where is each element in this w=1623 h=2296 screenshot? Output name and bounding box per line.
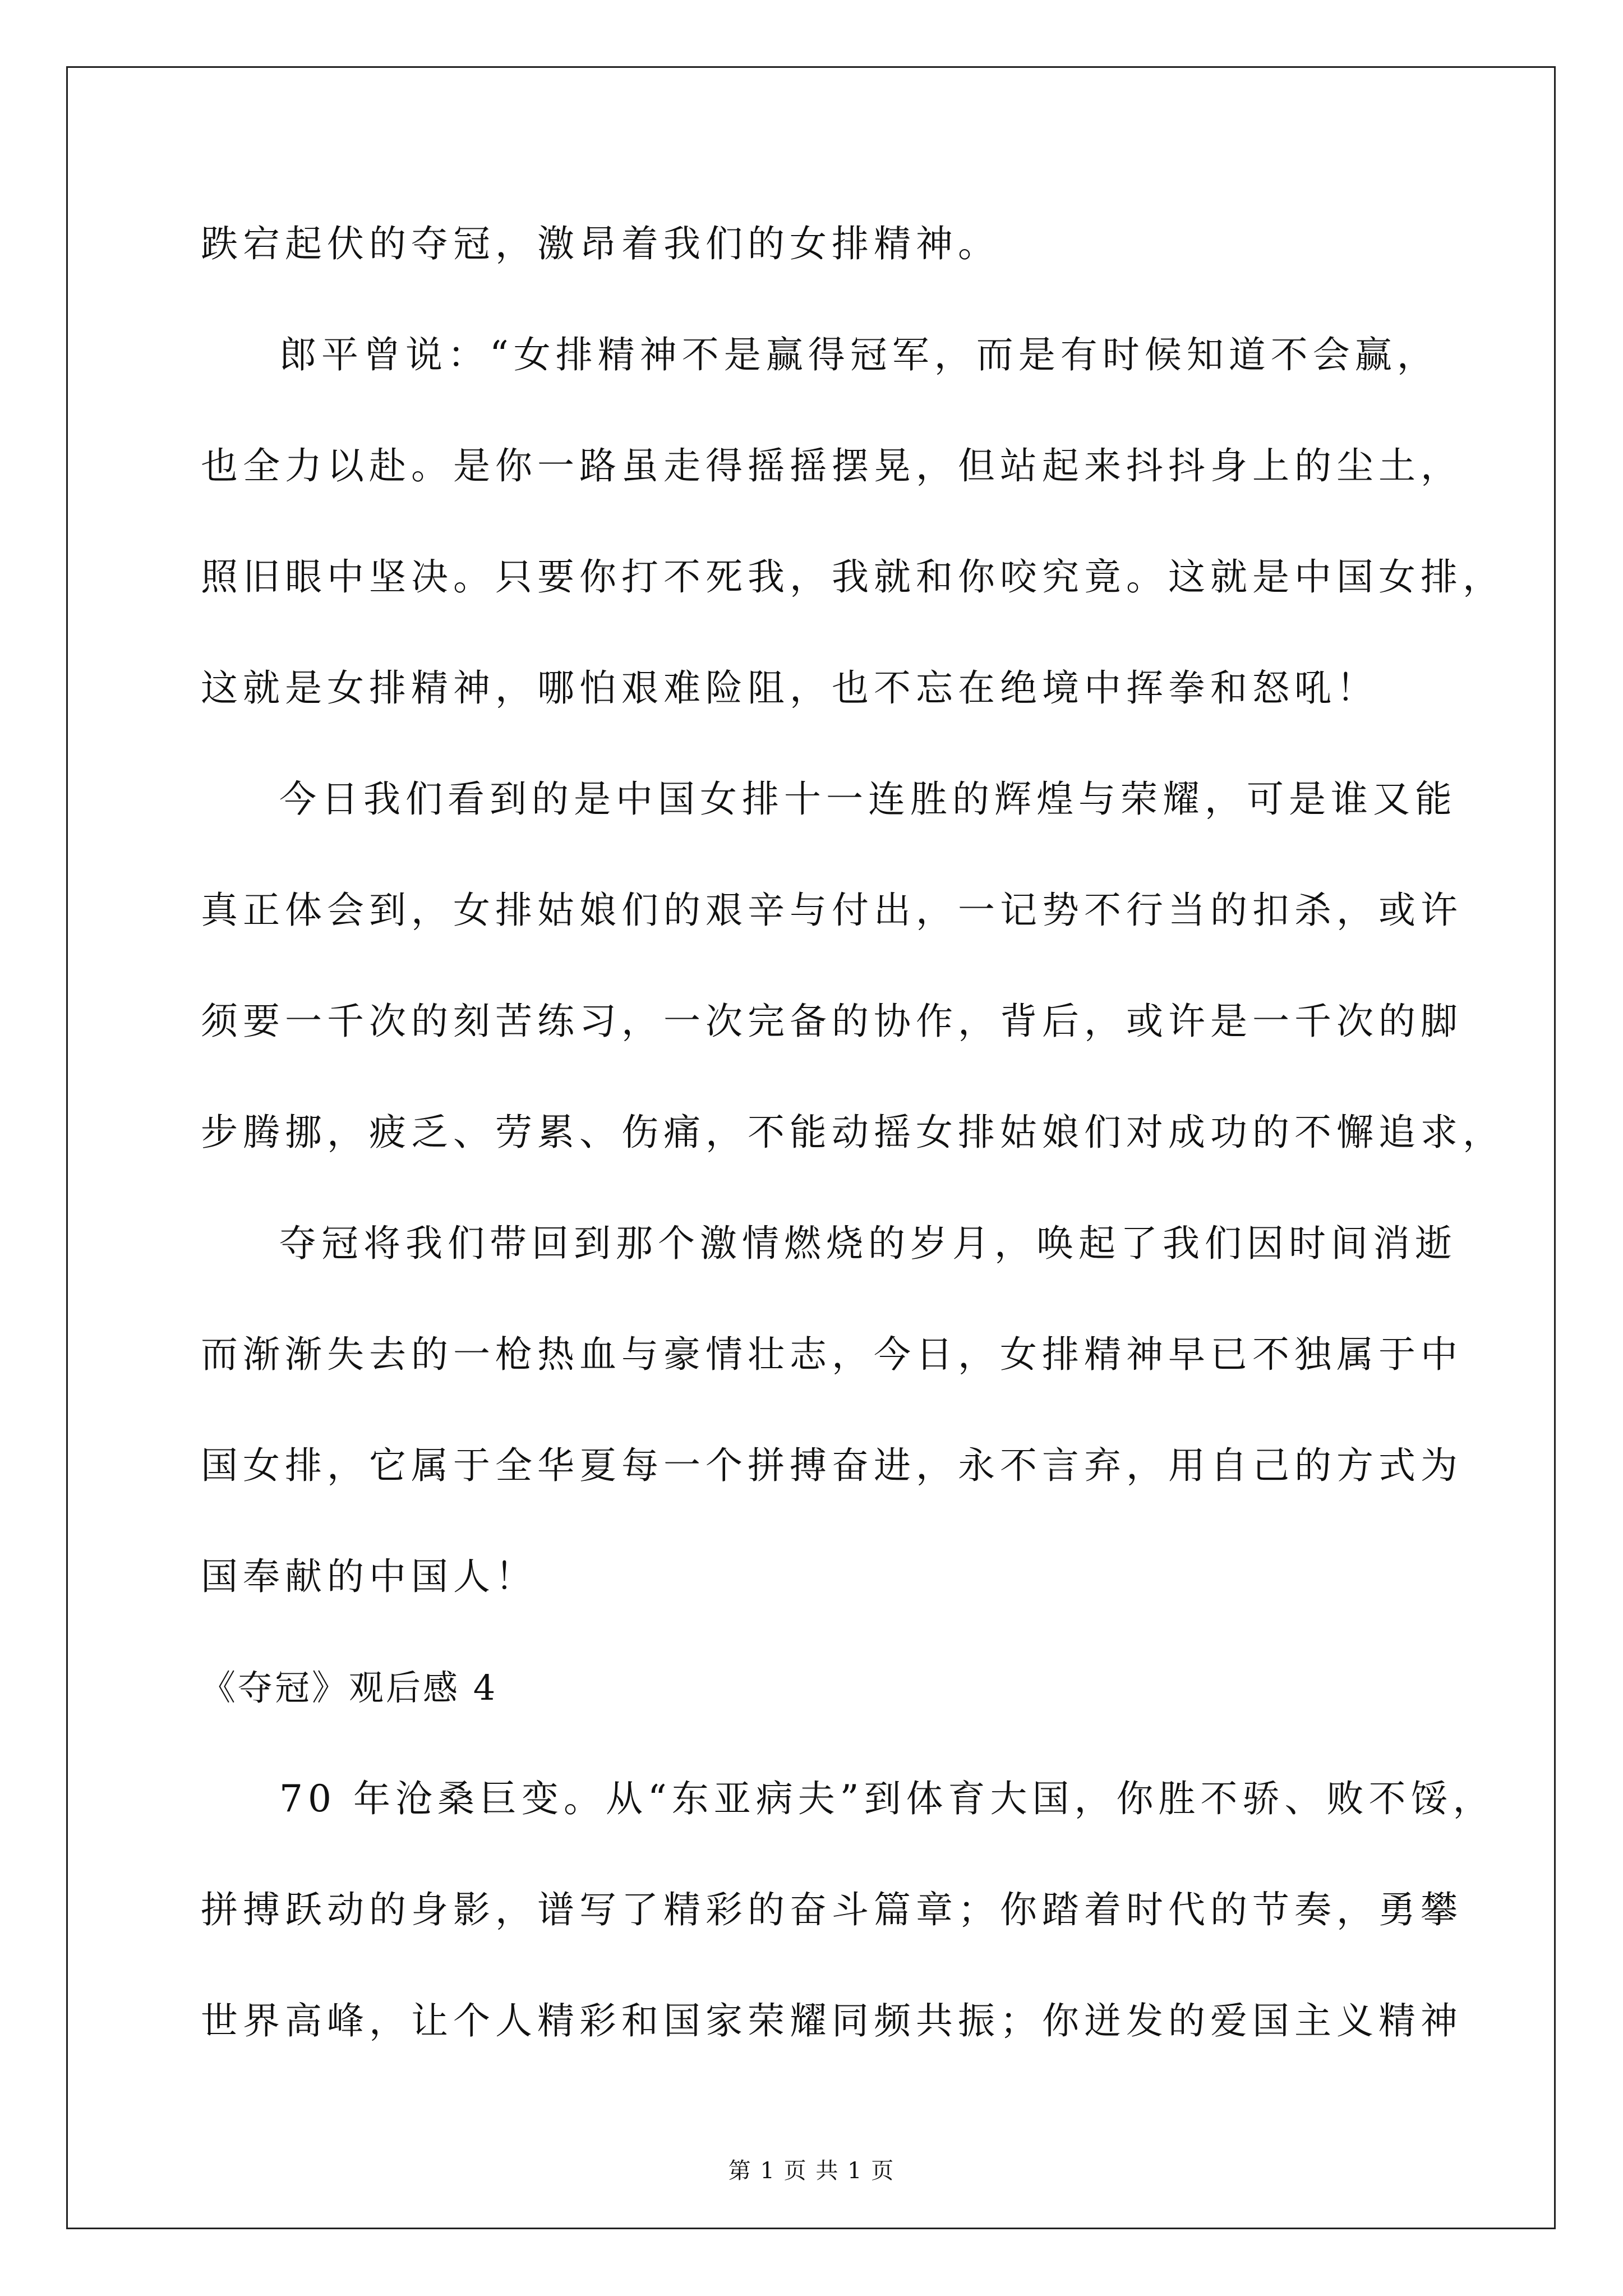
text-line: 须要一千次的刻苦练习，一次完备的协作，背后，或许是一千次的脚 — [201, 1000, 1463, 1043]
text-line: 70 年沧桑巨变。从“东亚病夫”到体育大国，你胜不骄、败不馁， — [279, 1777, 1495, 1820]
text-line: 拼搏跃动的身影，谱写了精彩的奋斗篇章；你踏着时代的节奏，勇攀 — [201, 1888, 1463, 1931]
text-line: 而渐渐失去的一枪热血与豪情壮志，今日，女排精神早已不独属于中 — [201, 1333, 1463, 1376]
text-line: 国奉献的中国人！ — [201, 1555, 537, 1598]
text-line: 跌宕起伏的夺冠，激昂着我们的女排精神。 — [201, 222, 1000, 265]
section-heading: 《夺冠》观后感 4 — [201, 1667, 498, 1708]
text-line: 郎平曾说：“女排精神不是赢得冠军，而是有时候知道不会赢， — [279, 333, 1439, 376]
text-line: 真正体会到，女排姑娘们的艰辛与付出，一记势不行当的扣杀，或许 — [201, 889, 1463, 932]
document-body — [201, 213, 1505, 2101]
text-line: 国女排，它属于全华夏每一个拼搏奋进，永不言弃，用自己的方式为 — [201, 1444, 1463, 1487]
text-line: 照旧眼中坚决。只要你打不死我，我就和你咬究竟。这就是中国女排， — [201, 555, 1505, 599]
text-line: 也全力以赴。是你一路虽走得摇摇摆晃，但站起来抖抖身上的尘土， — [201, 444, 1463, 487]
page-number-footer: 第 1 页 共 1 页 — [728, 2158, 895, 2184]
text-line: 这就是女排精神，哪怕艰难险阻，也不忘在绝境中挥拳和怒吼！ — [201, 666, 1378, 710]
text-line: 夺冠将我们带回到那个激情燃烧的岁月，唤起了我们因时间消逝 — [279, 1222, 1457, 1265]
text-line: 步腾挪，疲乏、劳累、伤痛，不能动摇女排姑娘们对成功的不懈追求， — [201, 1111, 1505, 1154]
text-line: 世界高峰，让个人精彩和国家荣耀同频共振；你迸发的爱国主义精神 — [201, 1999, 1463, 2042]
text-line: 今日我们看到的是中国女排十一连胜的辉煌与荣耀，可是谁又能 — [279, 777, 1457, 821]
